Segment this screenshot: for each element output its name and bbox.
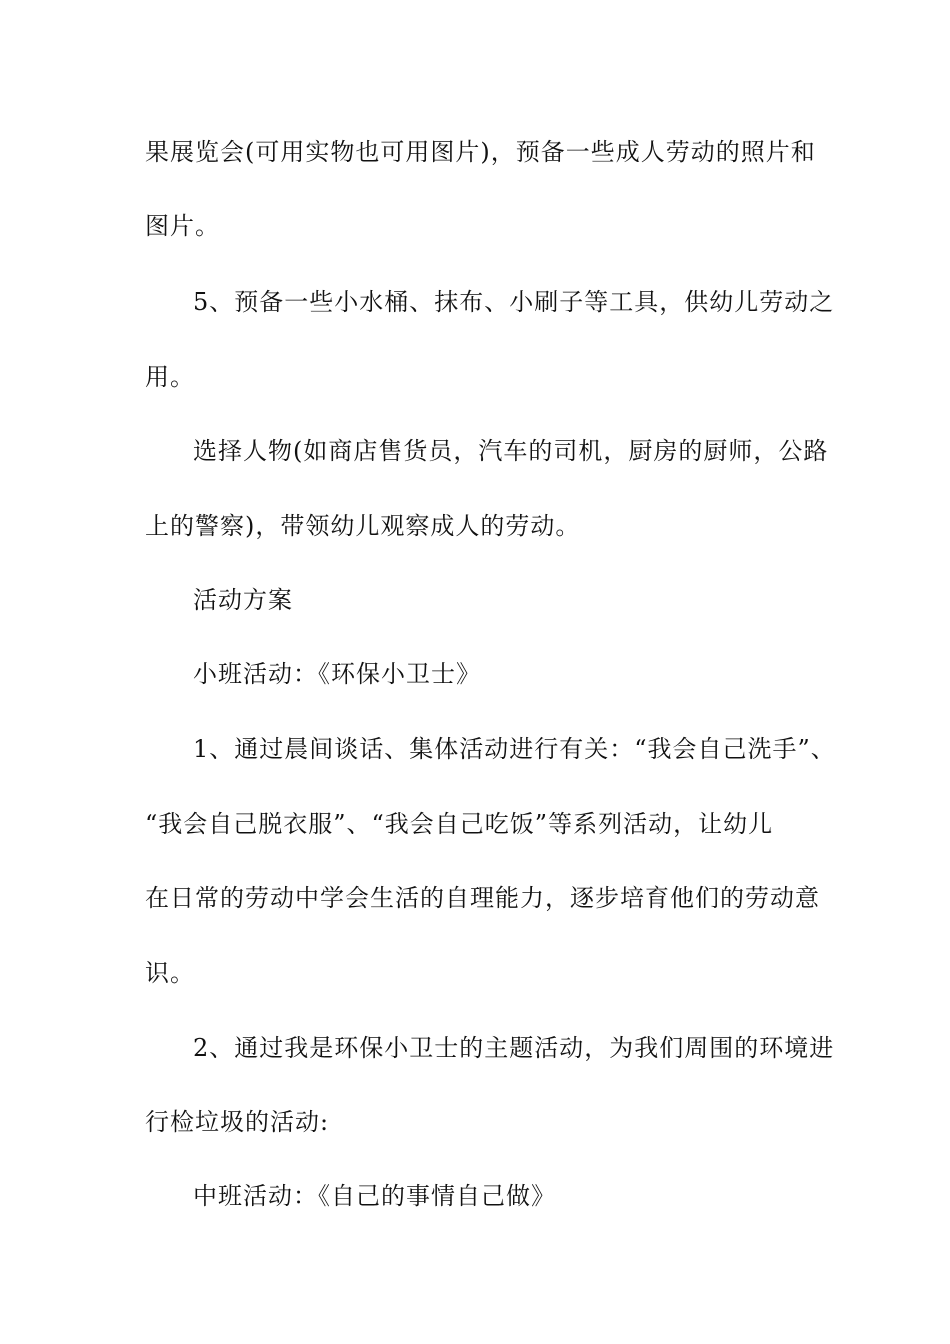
text-line: 在日常的劳动中学会生活的自理能力，逐步培育他们的劳动意 — [145, 884, 820, 912]
text-line: 图片。 — [145, 212, 220, 240]
text-line: 用。 — [145, 363, 195, 391]
text-line: 5、预备一些小水桶、抹布、小刷子等工具，供幼儿劳动之 — [193, 288, 835, 316]
text-line: 1、通过晨间谈话、集体活动进行有关：“我会自己洗手”、 — [193, 735, 836, 763]
text-line: 行检垃圾的活动: — [145, 1108, 330, 1136]
text-line: “我会自己脱衣服”、“我会自己吃饭”等系列活动，让幼儿 — [145, 810, 774, 838]
subsection-heading: 小班活动：《环保小卫士》 — [193, 660, 481, 688]
text-line: 2、通过我是环保小卫士的主题活动，为我们周围的环境进 — [193, 1034, 835, 1062]
text-line: 选择人物(如商店售货员，汽车的司机，厨房的厨师，公路 — [193, 437, 829, 465]
text-line: 果展览会(可用实物也可用图片)，预备一些成人劳动的照片和 — [145, 138, 816, 166]
subsection-heading: 中班活动：《自己的事情自己做》 — [193, 1182, 556, 1210]
text-line: 识。 — [145, 959, 195, 987]
section-heading: 活动方案 — [193, 586, 293, 614]
text-line: 上的警察)，带领幼儿观察成人的劳动。 — [145, 512, 581, 540]
